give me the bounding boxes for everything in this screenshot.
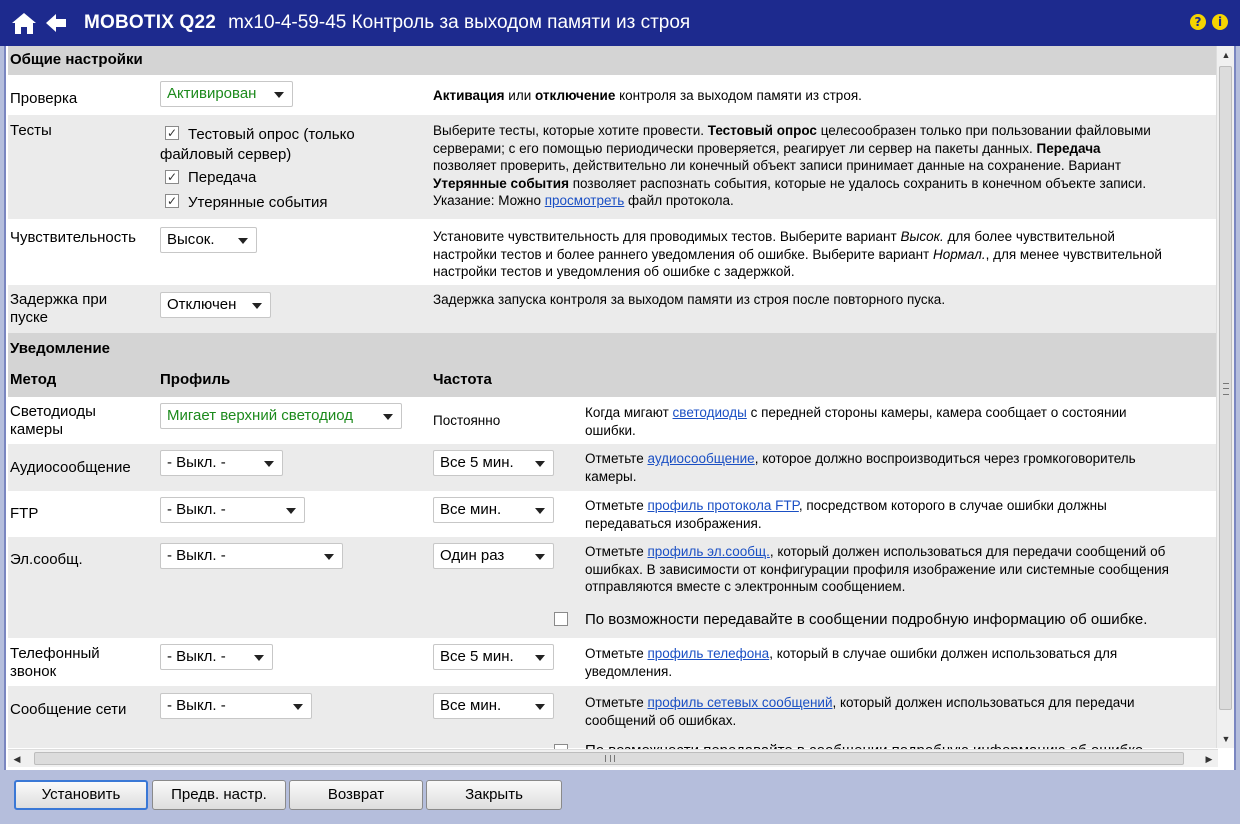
scroll-right-icon[interactable]: ▶	[1205, 753, 1213, 764]
desc-text: для более чувствительной	[943, 229, 1115, 244]
scroll-left-icon[interactable]: ◀	[13, 753, 21, 764]
audio-profile-select[interactable]	[160, 450, 283, 476]
scroll-thumb[interactable]	[1219, 66, 1232, 710]
checkbox-label: Тестовый опрос (только	[188, 126, 355, 143]
lost-events-checkbox[interactable]: ✓	[166, 194, 178, 208]
desc-text: сообщений об ошибках.	[585, 712, 737, 728]
row-label: FTP	[10, 505, 39, 522]
desc-text: Указание: Можно	[433, 193, 545, 208]
row-label-line2: пуске	[10, 309, 49, 326]
chevron-down-icon	[535, 508, 545, 514]
desc-bold: отключение	[535, 88, 616, 103]
help-icons	[1190, 14, 1228, 30]
desc-text: камеры.	[585, 468, 637, 484]
desc-text: файл протокола.	[624, 193, 734, 208]
ftp-frequency-select[interactable]	[433, 497, 554, 523]
settings-frame	[4, 46, 1236, 770]
row-network	[8, 686, 1216, 748]
desc-bold: Утерянные события	[433, 175, 569, 191]
row-label: Чувствительность	[10, 229, 136, 246]
sensitivity-description	[433, 228, 1162, 281]
row-label: Проверка	[10, 90, 78, 107]
desc-text: ошибках. В зависимости от конфигурации профиля изображение или системные сообщения	[585, 561, 1169, 577]
desc-text: отправляются вместе с электронным сообщением.	[585, 579, 906, 594]
ftp-profile-link[interactable]: профиль протокола FTP	[647, 498, 799, 513]
row-delay	[8, 285, 1216, 333]
column-header-frequency: Частота	[433, 371, 492, 388]
email-profile-link[interactable]: профиль эл.сообщ.	[647, 544, 770, 559]
desc-text: Выберите тесты, которые хотите провести.	[433, 123, 708, 138]
audio-description	[585, 450, 1136, 485]
desc-text: уведомления.	[585, 663, 673, 679]
chevron-down-icon	[264, 461, 274, 467]
horizontal-scrollbar[interactable]	[8, 749, 1218, 767]
view-log-link[interactable]: просмотреть	[544, 193, 625, 208]
desc-text: , который должен использоваться для передачи	[832, 695, 1135, 710]
page-title: mx10-4-59-45 Контроль за выходом памяти из строя	[228, 12, 691, 33]
column-header-method: Метод	[10, 371, 57, 388]
phone-frequency-select[interactable]	[433, 644, 554, 670]
desc-text: , для менее чувствительной	[985, 246, 1162, 262]
select-value: - Выкл. -	[167, 454, 226, 471]
chevron-down-icon	[324, 554, 334, 560]
desc-bold: Передача	[1036, 140, 1101, 156]
row-ftp	[8, 491, 1216, 537]
chevron-down-icon	[252, 303, 262, 309]
scroll-up-icon[interactable]: ▲	[1221, 50, 1231, 60]
row-phone	[8, 638, 1216, 686]
detail-info-checkbox[interactable]	[554, 612, 568, 626]
phone-profile-select[interactable]	[160, 644, 273, 670]
select-value: Активирован	[167, 85, 257, 102]
desc-text: , который в случае ошибки должен использоваться для	[769, 646, 1118, 661]
desc-text: позволяет проверить, действительно ли конечный объект записи принимает данные на сохранение. Вариант	[433, 158, 1122, 173]
chevron-down-icon	[293, 704, 303, 710]
select-value: Все мин.	[440, 501, 502, 518]
desc-text: Отметьте	[585, 498, 648, 513]
arrow-left-icon[interactable]	[44, 9, 68, 37]
desc-bold: Тестовый опрос	[707, 123, 817, 138]
select-value: Все мин.	[440, 697, 502, 714]
network-description	[585, 694, 1135, 729]
led-profile-select[interactable]	[160, 403, 402, 429]
desc-text: , которое должно воспроизводиться через громкоговоритель	[754, 451, 1136, 466]
delay-description: Задержка запуска контроля за выходом памяти из строя после повторного пуска.	[433, 292, 946, 307]
select-value: - Выкл. -	[167, 697, 226, 714]
checkbox-label: По возможности передавайте в сообщении подробную информацию об ошибке.	[585, 611, 1148, 628]
checkbox-label: Утерянные события	[188, 194, 328, 211]
row-label-line1: Телефонный	[10, 645, 100, 662]
audio-frequency-select[interactable]	[433, 450, 554, 476]
restore-button[interactable]: Возврат	[289, 780, 423, 810]
row-label-line1: Задержка при	[10, 291, 108, 308]
network-profile-link[interactable]: профиль сетевых сообщений	[647, 695, 833, 710]
chevron-down-icon	[238, 238, 248, 244]
audio-link[interactable]: аудиосообщение	[647, 451, 755, 466]
grip-icon	[605, 755, 615, 762]
email-frequency-select[interactable]	[433, 543, 554, 569]
row-label: Сообщение сети	[10, 701, 127, 718]
row-label: Тесты	[10, 122, 52, 139]
led-description	[585, 404, 1127, 439]
desc-text: Отметьте	[585, 646, 648, 661]
desc-text: позволяет распознать события, которые не удалось сохранить в конечном объекте записи.	[568, 175, 1147, 191]
select-value: Отключен	[167, 296, 237, 313]
ftp-description	[585, 497, 1107, 532]
desc-text: или	[504, 88, 535, 103]
section-title: Уведомление	[10, 340, 111, 357]
checkbox-label: Передача	[188, 169, 257, 186]
network-profile-select[interactable]	[160, 693, 312, 719]
preset-button[interactable]: Предв. настр.	[152, 780, 286, 810]
select-value: - Выкл. -	[167, 501, 226, 518]
select-value: Мигает верхний светодиод	[167, 407, 354, 424]
row-led	[8, 397, 1216, 444]
select-value: Высок.	[167, 231, 215, 248]
desc-text: передаваться изображения.	[585, 515, 762, 531]
desc-text: настройки тестов и более раннего уведомления об ошибке. Выберите вариант	[433, 246, 933, 262]
chevron-down-icon	[274, 92, 284, 98]
brand-label: MOBOTIX Q22	[84, 12, 217, 33]
row-tests	[8, 115, 1216, 219]
sensitivity-select[interactable]	[160, 227, 257, 253]
select-value: Один раз	[440, 547, 505, 564]
test-poll-checkbox[interactable]: ✓	[166, 126, 178, 140]
delay-select[interactable]	[160, 292, 271, 318]
row-label-line2: звонок	[10, 663, 57, 680]
ftp-profile-select[interactable]	[160, 497, 305, 523]
help-icon[interactable]: ?	[1190, 14, 1206, 30]
close-button[interactable]: Закрыть	[426, 780, 562, 810]
scroll-thumb[interactable]	[34, 752, 1184, 765]
transfer-checkbox[interactable]: ✓	[166, 170, 178, 184]
row-email	[8, 537, 1216, 638]
row-label-line2: камеры	[10, 421, 64, 438]
desc-text: ошибки.	[585, 422, 636, 438]
section-notification	[8, 333, 1216, 397]
row-check	[8, 75, 1216, 115]
title-bar	[0, 0, 1240, 46]
scroll-down-icon[interactable]: ▼	[1221, 734, 1231, 744]
grip-icon	[1223, 383, 1229, 395]
select-value: Все 5 мин.	[440, 454, 514, 471]
vertical-scrollbar[interactable]	[1216, 46, 1234, 748]
section-general	[8, 46, 1216, 75]
desc-text: контроля за выходом памяти из строя.	[615, 88, 862, 103]
set-button[interactable]: Установить	[14, 780, 148, 810]
email-description	[585, 543, 1169, 596]
desc-text: Отметьте	[585, 544, 648, 559]
led-link[interactable]: светодиоды	[672, 405, 747, 420]
chevron-down-icon	[535, 554, 545, 560]
row-label-line1: Светодиоды	[10, 403, 96, 420]
select-value: Все 5 мин.	[440, 648, 514, 665]
desc-text: Отметьте	[585, 451, 648, 466]
home-icon[interactable]	[10, 9, 38, 37]
chevron-down-icon	[535, 704, 545, 710]
button-bar	[0, 770, 1240, 824]
network-frequency-select[interactable]	[433, 693, 554, 719]
desc-italic: Нормал.	[932, 246, 986, 262]
desc-text: с передней стороны камеры, камера сообщает о состоянии	[746, 405, 1127, 420]
chevron-down-icon	[286, 508, 296, 514]
row-label: Аудиосообщение	[10, 459, 131, 476]
tests-description	[433, 122, 1151, 210]
check-description	[433, 87, 862, 105]
row-audio	[8, 444, 1216, 491]
check-select[interactable]	[160, 81, 293, 107]
desc-text: настройки тестов и уведомления об ошибке с задержкой.	[433, 264, 795, 279]
email-profile-select[interactable]	[160, 543, 343, 569]
desc-text: Когда мигают	[585, 405, 673, 420]
row-sensitivity	[8, 219, 1216, 285]
desc-text: Установите чувствительность для проводимых тестов. Выберите вариант	[433, 229, 901, 244]
select-value: - Выкл. -	[167, 648, 226, 665]
frequency-text: Постоянно	[433, 413, 501, 428]
chevron-down-icon	[254, 655, 264, 661]
desc-text: , посредством которого в случае ошибки должны	[798, 498, 1107, 513]
settings-content	[8, 46, 1216, 748]
desc-bold: Активация	[433, 88, 505, 103]
section-title: Общие настройки	[10, 51, 143, 68]
checkbox-label: файловый сервер)	[160, 146, 292, 163]
row-label: Эл.сообщ.	[10, 551, 83, 568]
select-value: - Выкл. -	[167, 547, 226, 564]
info-icon[interactable]: i	[1212, 14, 1228, 30]
chevron-down-icon	[535, 655, 545, 661]
desc-text: серверами; с его помощью периодически проверяется, реагирует ли сервер на пакеты данных.	[433, 140, 1037, 156]
chevron-down-icon	[535, 461, 545, 467]
desc-text: целесообразен только при пользовании файловыми	[816, 123, 1151, 138]
phone-profile-link[interactable]: профиль телефона	[647, 646, 770, 661]
phone-description	[585, 645, 1117, 680]
desc-text: , который должен использоваться для передачи сообщений об	[769, 544, 1166, 559]
desc-italic: Высок.	[900, 229, 944, 244]
desc-text: Отметьте	[585, 695, 648, 710]
column-header-profile: Профиль	[160, 371, 231, 388]
chevron-down-icon	[383, 414, 393, 420]
